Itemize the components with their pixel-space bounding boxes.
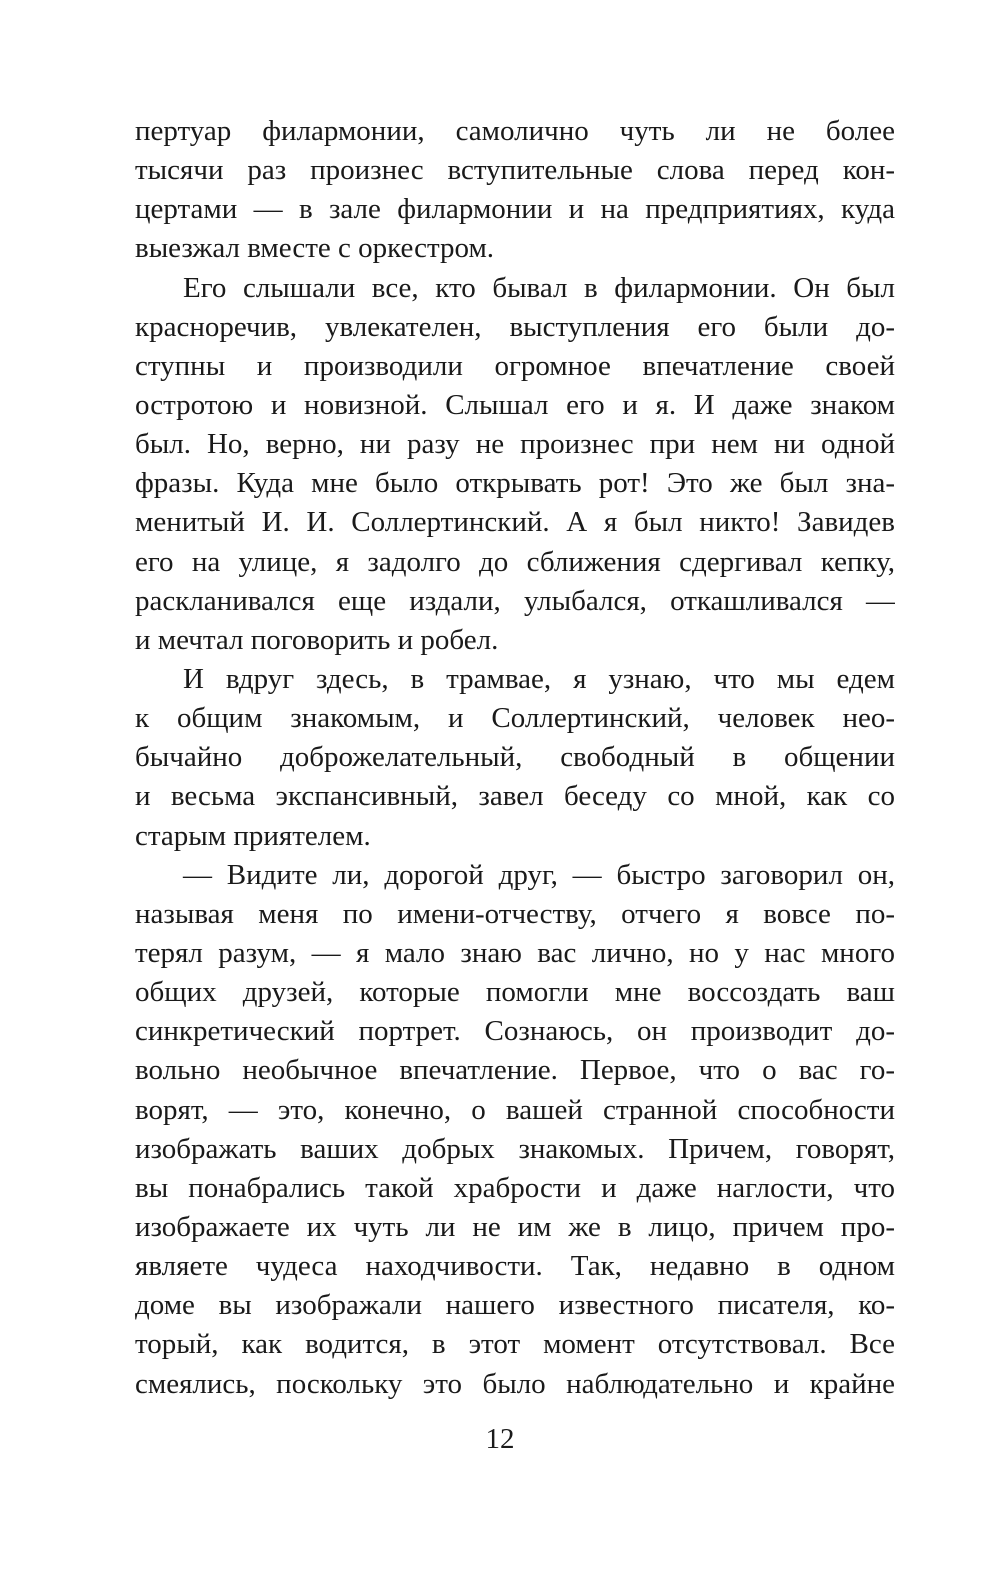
text-line: вольно необычное впечатление. Первое, что о вас го-	[135, 1054, 895, 1087]
text-line: ворят, — это, конечно, о вашей странной способности	[135, 1093, 895, 1126]
text-line: синкретический портрет. Сознаюсь, он производит до-	[135, 1015, 895, 1048]
text-line: раскланивался еще издали, улыбался, откашливался —	[135, 584, 895, 617]
text-line: торый, как водится, в этот момент отсутствовал. Все	[135, 1328, 895, 1361]
text-line: терял разум, — я мало знаю вас лично, но у нас много	[135, 936, 895, 969]
text-line: вы понабрались такой храбрости и даже наглости, что	[135, 1171, 895, 1204]
text-line: бычайно доброжелательный, свободный в общении	[135, 741, 895, 774]
text-line: цертами — в зале филармонии и на предприятиях, куда	[135, 193, 895, 226]
text-line: старым приятелем.	[135, 819, 371, 852]
text-line: к общим знакомым, и Соллертинский, человек нео-	[135, 702, 895, 735]
text-line: называя меня по имени-отчеству, отчего я вовсе по-	[135, 897, 895, 930]
text-line: изображать ваших добрых знакомых. Причем, говорят,	[135, 1132, 895, 1165]
text-line: изображаете их чуть ли не им же в лицо, причем про-	[135, 1210, 895, 1243]
text-line: был. Но, верно, ни разу не произнес при нем ни одной	[135, 428, 895, 461]
text-line: доме вы изображали нашего известного писателя, ко-	[135, 1289, 895, 1322]
text-line: менитый И. И. Соллертинский. А я был никто! Завидев	[135, 506, 895, 539]
text-line: красноречив, увлекателен, выступления его были до-	[135, 310, 895, 343]
body-text	[135, 112, 895, 1404]
text-line: и мечтал поговорить и робел.	[135, 623, 499, 656]
text-line: фразы. Куда мне было открывать рот! Это же был зна-	[135, 467, 895, 500]
text-line: смеялись, поскольку это было наблюдательно и крайне	[135, 1367, 895, 1400]
text-line: его на улице, я задолго до сближения сдергивал кепку,	[135, 545, 895, 578]
text-line: ступны и производили огромное впечатление своей	[135, 349, 895, 382]
text-line: Его слышали все, кто бывал в филармонии. Он был	[183, 271, 895, 304]
text-line: И вдруг здесь, в трамвае, я узнаю, что мы едем	[183, 662, 895, 695]
text-line: — Видите ли, дорогой друг, — быстро заговорил он,	[183, 858, 895, 891]
page-number: 12	[485, 1423, 515, 1455]
text-line: пертуар филармонии, самолично чуть ли не более	[135, 115, 895, 147]
text-line: общих друзей, которые помогли мне воссоздать ваш	[135, 976, 895, 1009]
text-line: выезжал вместе с оркестром.	[135, 232, 495, 265]
text-line: и весьма экспансивный, завел беседу со мной, как со	[135, 780, 895, 813]
text-line: остротою и новизной. Слышал его и я. И даже знаком	[135, 388, 895, 421]
text-line: тысячи раз произнес вступительные слова перед кон-	[135, 154, 895, 187]
text-line: являете чудеса находчивости. Так, недавно в одном	[135, 1250, 895, 1283]
